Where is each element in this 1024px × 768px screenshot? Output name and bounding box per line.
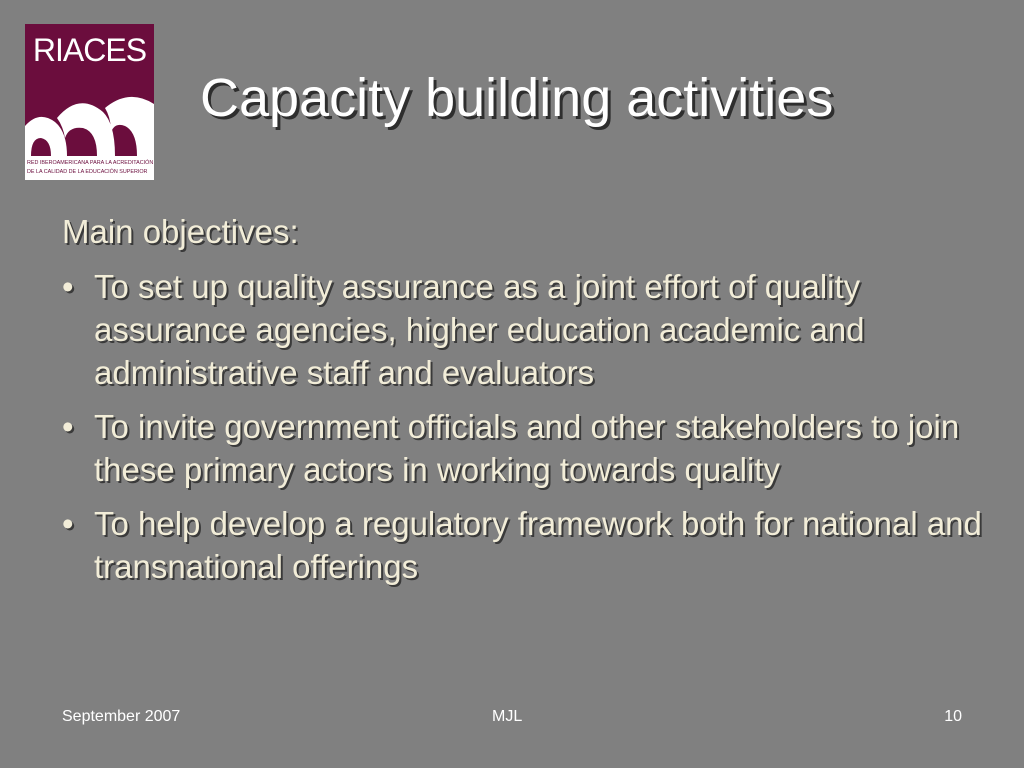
bullet-icon: • — [62, 505, 74, 542]
list-item — [62, 265, 982, 394]
bullet-icon: • — [62, 268, 74, 305]
objectives-heading: Main objectives: — [62, 213, 299, 250]
slide-body — [62, 210, 982, 599]
footer-page-number: 10 — [944, 708, 962, 725]
list-item — [62, 405, 982, 491]
riaces-logo — [25, 24, 154, 180]
logo-caption-line-1: RED IBEROAMERICANA PARA LA ACREDITACIÓN — [27, 160, 154, 166]
list-item-text: To set up quality assurance as a joint effort of quality assurance agencies, higher education academic and administrative staff and evaluators — [94, 268, 865, 391]
list-item-text: To help develop a regulatory framework both for national and transnational offerings — [94, 505, 982, 585]
list-item — [62, 502, 982, 588]
logo-arches-icon — [25, 82, 154, 156]
slide-title: Capacity building activities — [200, 68, 834, 128]
bullet-icon: • — [62, 408, 74, 445]
logo-wordmark: RIACES — [32, 32, 147, 68]
list-item-text: To invite government officials and other stakeholders to join these primary actors in working towards quality — [94, 408, 960, 488]
footer-date: September 2007 — [62, 708, 181, 725]
objectives-list — [62, 265, 982, 588]
logo-caption — [25, 156, 154, 180]
logo-caption-line-2: DE LA CALIDAD DE LA EDUCACIÓN SUPERIOR — [27, 169, 148, 175]
footer-author: MJL — [492, 708, 523, 725]
